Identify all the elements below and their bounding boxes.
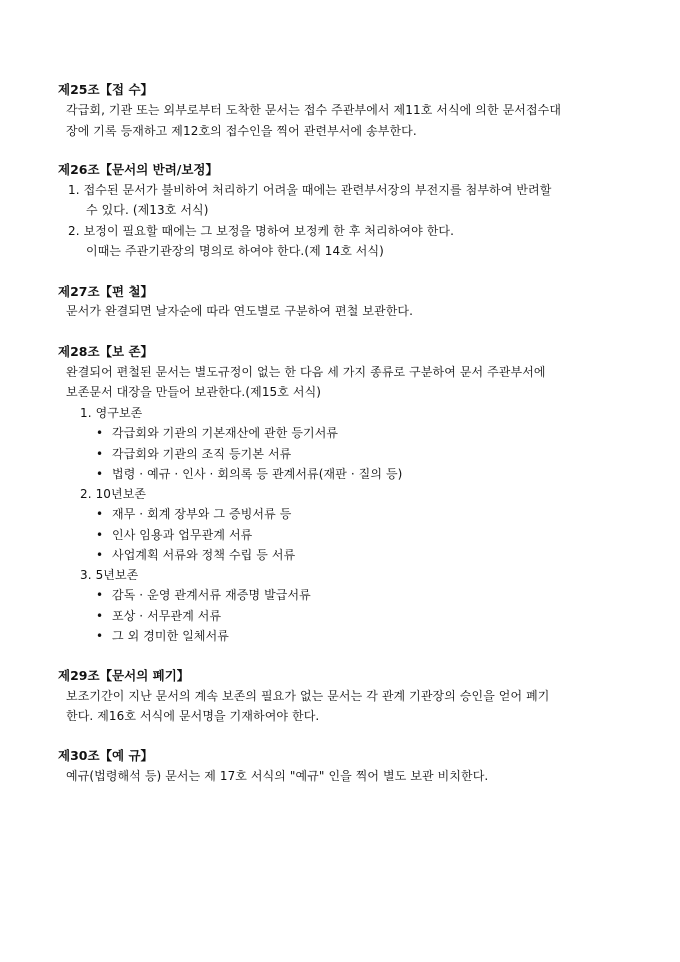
retention-list-item: • 각급회와 기관의 기본재산에 관한 등기서류 [96, 424, 338, 441]
article-heading: 제26조【문서의 반려/보정】 [58, 162, 218, 177]
retention-list-item: • 재무 · 회계 장부와 그 증빙서류 등 [96, 505, 291, 522]
retention-list-item: • 인사 임용과 업무관계 서류 [96, 526, 252, 543]
article-text-line: 완결되어 편철된 문서는 별도규정이 없는 한 다음 세 가지 종류로 구분하여 문서 주관부서에 [66, 365, 546, 379]
article-text-line: 장에 기록 등재하고 제12호의 접수인을 찍어 관련부서에 송부한다. [66, 124, 417, 138]
article-heading: 제27조【편 철】 [58, 284, 154, 299]
retention-list-item: • 사업계획 서류와 정책 수립 등 서류 [96, 546, 295, 563]
retention-group-label: 2. 10년보존 [80, 487, 147, 501]
article-heading: 제25조【접 수】 [58, 82, 154, 97]
retention-list-item: • 감독 · 운영 관계서류 재증명 발급서류 [96, 586, 311, 603]
article-heading: 제29조【문서의 폐기】 [58, 668, 190, 683]
retention-list-item: • 포상 · 서무관계 서류 [96, 607, 221, 624]
retention-list-item: • 그 외 경미한 일체서류 [96, 627, 229, 644]
retention-group-label: 3. 5년보존 [80, 568, 139, 582]
article-text-line: 1. 접수된 문서가 불비하여 처리하기 어려울 때에는 관련부서장의 부전지를 첨부하여 반려할 [68, 183, 552, 197]
article-text-line: 문서가 완결되면 날자순에 따라 연도별로 구분하여 편철 보관한다. [66, 304, 414, 318]
article-text-line: 한다. 제16호 서식에 문서명을 기재하여야 한다. [66, 709, 320, 723]
article-text-line: 수 있다. (제13호 서식) [86, 203, 209, 217]
retention-group-label: 1. 영구보존 [80, 406, 143, 420]
article-heading: 제28조【보 존】 [58, 344, 154, 359]
article-heading: 제30조【예 규】 [58, 748, 154, 763]
article-text-line: 각급회, 기관 또는 외부로부터 도착한 문서는 접수 주관부에서 제11호 서식에 의한 문서접수대 [66, 103, 562, 117]
retention-list-item: • 각급회와 기관의 조직 등기본 서류 [96, 445, 291, 462]
article-text-line: 보조기간이 지난 문서의 계속 보존의 필요가 없는 문서는 각 관계 기관장의 승인을 얻어 폐기 [66, 689, 550, 703]
article-text-line: 2. 보정이 필요할 때에는 그 보정을 명하여 보정케 한 후 처리하여야 한다. [68, 224, 455, 238]
article-text-line: 이때는 주관기관장의 명의로 하여야 한다.(제 14호 서식) [86, 244, 384, 258]
article-text-line: 예규(법령해석 등) 문서는 제 17호 서식의 "예규" 인을 찍어 별도 보관 비치한다. [66, 769, 489, 783]
article-text-line: 보존문서 대장을 만들어 보관한다.(제15호 서식) [66, 385, 322, 399]
retention-list-item: • 법령 · 예규 · 인사 · 회의록 등 관계서류(재판 · 질의 등) [96, 465, 402, 482]
